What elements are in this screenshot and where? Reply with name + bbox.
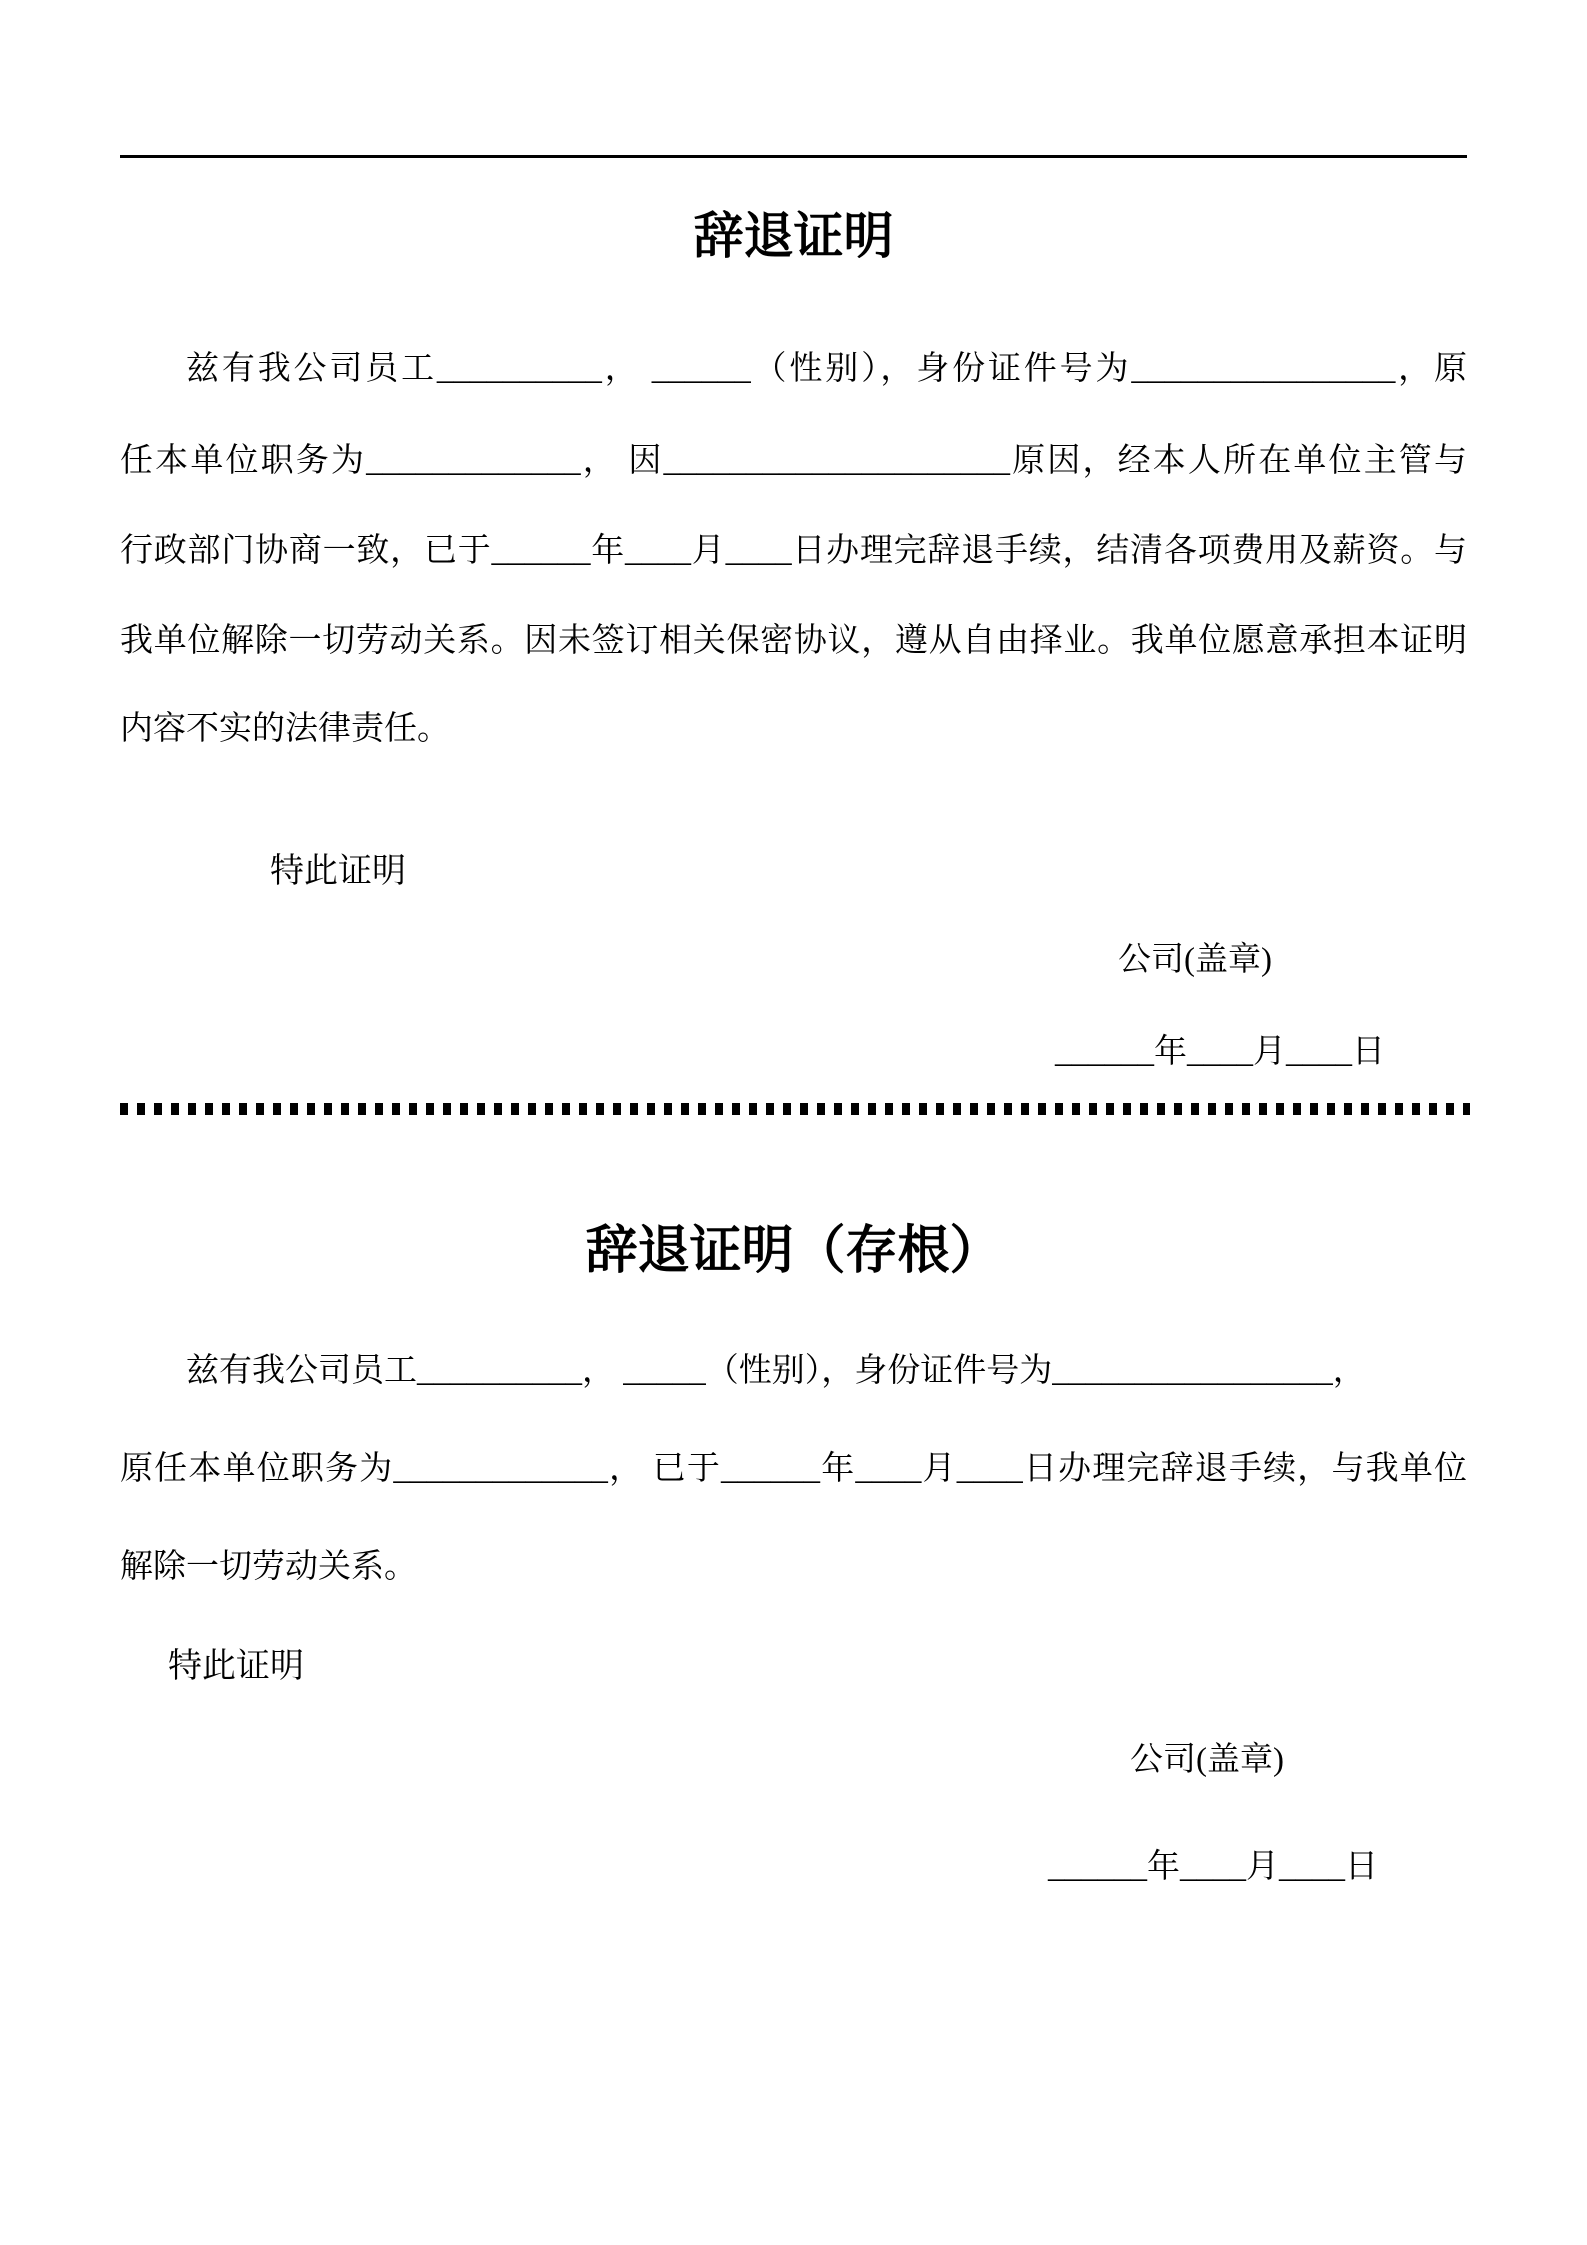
- body-line: 行政部门协商一致，已于______年____月____日办理完辞退手续，结清各项费用及薪资。与: [120, 533, 1467, 569]
- certificate-closing-statement: 特此证明: [270, 853, 406, 890]
- stub-title: 辞退证明（存根）: [585, 1223, 1002, 1280]
- stub-company-seal-label: 公司(盖章): [1130, 1742, 1284, 1778]
- dotted-tear-divider: [120, 1103, 1470, 1115]
- body-line: 我单位解除一切劳动关系。因未签订相关保密协议，遵从自由择业。我单位愿意承担本证明: [120, 623, 1467, 659]
- certificate-title: 辞退证明: [693, 208, 894, 264]
- body-line: 兹有我公司员工__________， ______（性别），身份证件号为________________，原: [186, 351, 1467, 387]
- stub-date-line: ______年____月____日: [1048, 1849, 1378, 1885]
- certificate-company-seal-label: 公司(盖章): [1118, 942, 1272, 978]
- stub-closing-statement: 特此证明: [168, 1648, 304, 1685]
- body-line: 内容不实的法律责任。: [120, 711, 450, 747]
- body-line: 任本单位职务为_____________， 因_____________________原因，经本人所在单位主管与: [120, 443, 1467, 479]
- certificate-date-line: ______年____月____日: [1055, 1034, 1385, 1070]
- body-line: 原任本单位职务为_____________， 已于______年____月____日办理完辞退手续，与我单位: [120, 1451, 1467, 1487]
- top-rule: [120, 155, 1467, 158]
- body-line: 兹有我公司员工__________， _____（性别），身份证件号为_________________，: [186, 1353, 1366, 1389]
- body-line: 解除一切劳动关系。: [120, 1549, 417, 1585]
